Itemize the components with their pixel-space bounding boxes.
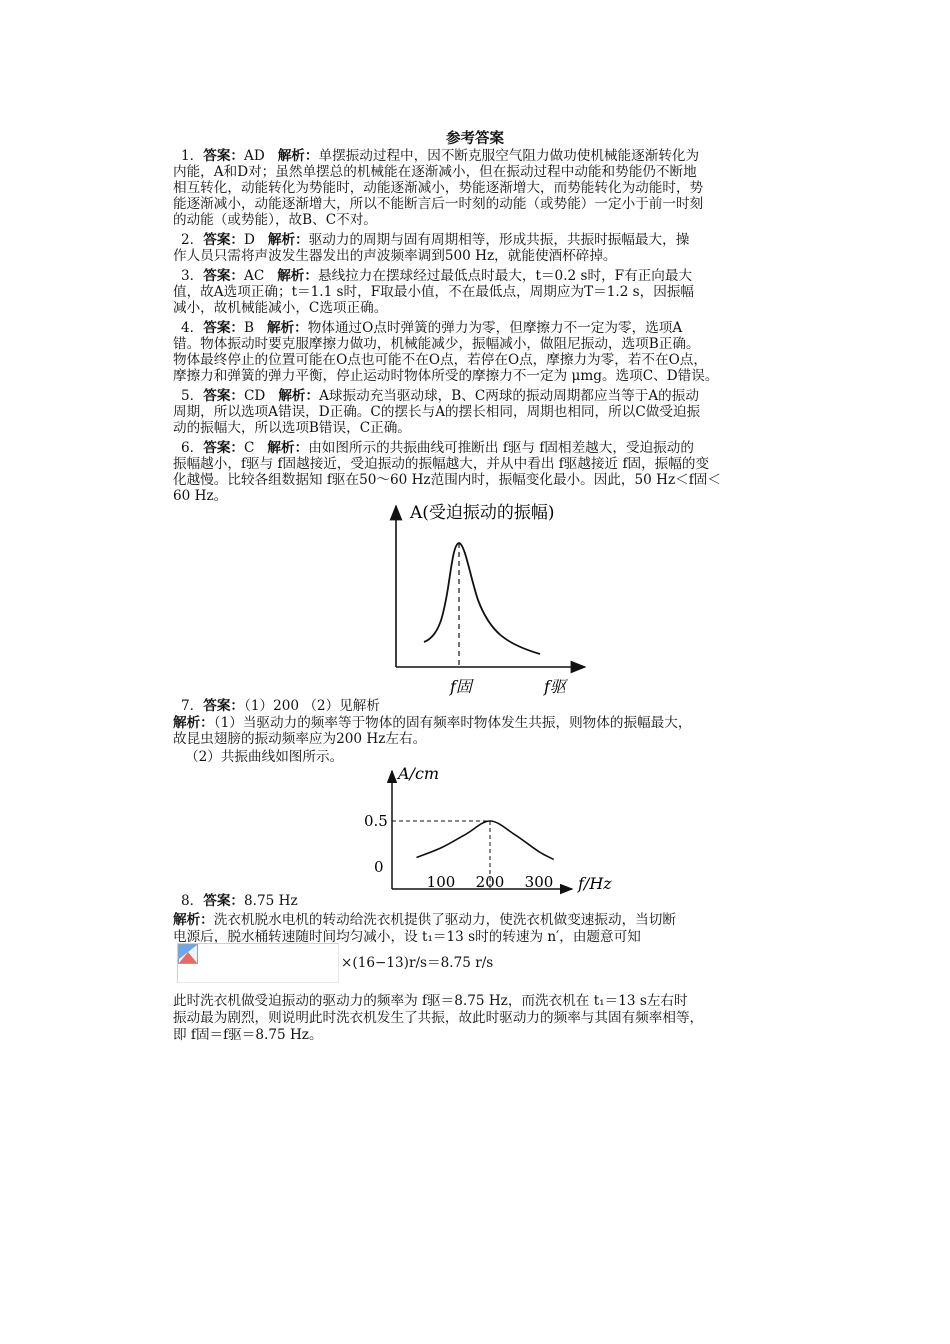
q2-answer-label: 答案：	[203, 232, 245, 248]
q7-answer-label: 答案：	[203, 698, 245, 714]
resonance-figure-1	[380, 496, 600, 702]
q5-text-1: A球振动充当驱动球，B、C两球的振动周期都应当等于A的振动	[319, 388, 699, 404]
broken-image-icon	[178, 944, 198, 964]
q1-number: 1．	[181, 148, 204, 164]
q8-line-1	[173, 893, 813, 909]
q8-text-2: 电源后，脱水桶转速随时间均匀减小，设 t₁＝13 s时的转速为 n′，由题意可知	[173, 929, 641, 945]
q5-text-3: 动的振幅大，所以选项B错误，C正确。	[173, 420, 411, 436]
q5-number: 5．	[181, 388, 204, 404]
q6-text-4: 60 Hz。	[173, 488, 228, 504]
q2-answer: D	[244, 232, 255, 248]
q1-text-3: 相互转化，动能转化为势能时，动能逐渐减小，势能逐渐增大，而势能转化为动能时，势	[173, 180, 704, 196]
q5-line-1	[173, 388, 813, 404]
q7-number: 7．	[181, 698, 204, 714]
q1-answer: AD	[244, 148, 265, 164]
q3-text-1: 悬线拉力在摆球经过最低点时最大，t＝0.2 s时，F有正向最大	[318, 268, 693, 284]
q6-text-2: 振幅越小，f驱与 f固越接近，受迫振动的振幅越大，并从中看出 f驱越接近 f固，振幅的变	[173, 456, 710, 472]
q2-explain-label: 解析：	[267, 232, 309, 248]
q5-answer: CD	[244, 388, 266, 404]
q6-answer-label: 答案：	[203, 440, 245, 456]
q1-line-1	[173, 148, 813, 164]
q1-text-5: 的动能（或势能），故B、C不对。	[173, 212, 377, 228]
q4-text-2: 错。物体振动时要克服摩擦力做功，机械能减少，振幅减小，做阻尼振动，选项B正确。	[173, 336, 700, 352]
q8-text-3: 此时洗衣机做受迫振动的驱动力的频率为 f驱＝8.75 Hz，而洗衣机在 t₁＝13 s左右时	[173, 993, 688, 1009]
q8-line-2	[173, 912, 813, 928]
q6-explain-label: 解析：	[267, 440, 309, 456]
q3-answer: AC	[244, 268, 265, 284]
q6-text-1: 由如图所示的共振曲线可推断出 f驱与 f固相差越大，受迫振动的	[308, 440, 694, 456]
fig1-y-label: A(受迫振动的振幅)	[410, 503, 555, 523]
q4-text-1: 物体通过O点时弹簧的弹力为零，但摩擦力不一定为零，选项A	[307, 320, 683, 336]
q6-number: 6．	[181, 440, 204, 456]
q2-text-1: 驱动力的周期与固有周期相等，形成共振，共振时振幅最大，操	[308, 232, 690, 248]
fig2-x-tick-100: 100	[426, 873, 456, 891]
q7-answer: （1）200 （2）见解析	[244, 698, 380, 714]
fig2-x-label: f/Hz	[578, 874, 612, 893]
fig2-y-label: A/cm	[398, 765, 440, 783]
q4-text-3: 物体最终停止的位置可能在O点也可能不在O点，若停在O点，摩擦力为零，若不在O点，	[173, 352, 707, 368]
q2-text-2: 作人员只需将声波发生器发出的声波频率调到500 Hz，就能使酒杯碎掉。	[173, 248, 617, 264]
q1-text-2: 内能，A和D对；虽然单摆总的机械能在逐渐减小，但在振动过程中动能和势能仍不断地	[173, 164, 697, 180]
q7-line-2	[173, 715, 813, 731]
q6-line-1	[173, 440, 813, 456]
q1-text-1: 单摆振动过程中，因不断克服空气阻力做功使机械能逐渐转化为	[318, 148, 700, 164]
q3-text-3: 减小，故机械能减小，C选项正确。	[173, 300, 388, 316]
q8-answer-label: 答案：	[203, 893, 245, 909]
q7-text-2: 故昆虫翅膀的振动频率应为200 Hz左右。	[173, 731, 427, 747]
formula-image-placeholder	[177, 943, 339, 983]
q7-text-1: （1）当驱动力的频率等于物体的固有频率时物体发生共振，则物体的振幅最大，	[213, 715, 692, 731]
resonance-chart-2	[364, 765, 622, 895]
q4-text-4: 摩擦力和弹簧的弹力平衡，停止运动时物体所受的摩擦力不一定为 μmg。选项C、D错误。	[173, 368, 719, 384]
fig2-y-tick-0: 0	[374, 858, 384, 876]
q1-answer-label: 答案：	[203, 148, 245, 164]
q5-answer-label: 答案：	[203, 388, 245, 404]
q1-explain-label: 解析：	[277, 148, 319, 164]
q7-line-1	[173, 698, 813, 714]
q8-text-4: 振动最为剧烈，则说明此时洗衣机发生了共振，故此时驱动力的频率与其固有频率相等，	[173, 1010, 704, 1026]
q5-explain-label: 解析：	[278, 388, 320, 404]
q7-text-3: （2）共振曲线如图所示。	[185, 749, 344, 765]
fig2-x-tick-200: 200	[475, 873, 505, 891]
q4-line-1	[173, 320, 813, 336]
q4-explain-label: 解析：	[267, 320, 308, 336]
q8-text-5: 即 f固＝f驱＝8.75 Hz。	[173, 1027, 323, 1043]
fig2-y-tick-0.5: 0.5	[364, 812, 388, 830]
q2-number: 2．	[181, 232, 204, 248]
q4-number: 4．	[181, 320, 204, 336]
q3-text-2: 值，故A选项正确；t＝1.1 s时，F取最小值，不在最低点，周期应为T＝1.2 s，因振幅	[173, 284, 695, 300]
q3-number: 3．	[181, 268, 204, 284]
q6-answer: C	[244, 440, 255, 456]
fig2-resonance-curve	[417, 821, 554, 859]
page-title: 参考答案	[446, 130, 504, 147]
fig1-x-drive-label: f驱	[544, 677, 566, 696]
fig1-curve	[424, 543, 540, 654]
q3-explain-label: 解析：	[277, 268, 318, 284]
q8-answer: 8.75 Hz	[244, 893, 298, 909]
q8-text-1: 洗衣机脱水电机的转动给洗衣机提供了驱动力，使洗衣机做变速振动，当切断	[213, 912, 676, 928]
q2-line-1	[173, 232, 813, 248]
q3-answer-label: 答案：	[203, 268, 245, 284]
q8-explain-label: 解析：	[173, 912, 214, 928]
q7-explain-label: 解析：	[173, 715, 214, 731]
q6-text-3: 化越慢。比较各组数据知 f驱在50～60 Hz范围内时，振幅变化最小。因此，50 Hz＜f固＜	[173, 472, 721, 488]
q4-answer-label: 答案：	[203, 320, 245, 336]
q8-formula: ×(16−13)r/s＝8.75 r/s	[341, 955, 494, 971]
q3-line-1	[173, 268, 813, 284]
fig1-x-fixed-label: f固	[450, 677, 472, 696]
q4-answer: B	[244, 320, 255, 336]
q1-text-4: 能逐渐减小，动能逐渐增大，所以不能断言后一时刻的动能（或势能）一定小于前一时刻	[173, 196, 704, 212]
fig2-x-tick-300: 300	[524, 873, 554, 891]
q5-text-2: 周期，所以选项A错误，D正确。C的摆长与A的摆长相同，周期也相同，所以C做受迫振	[173, 404, 701, 420]
q8-number: 8．	[181, 893, 204, 909]
